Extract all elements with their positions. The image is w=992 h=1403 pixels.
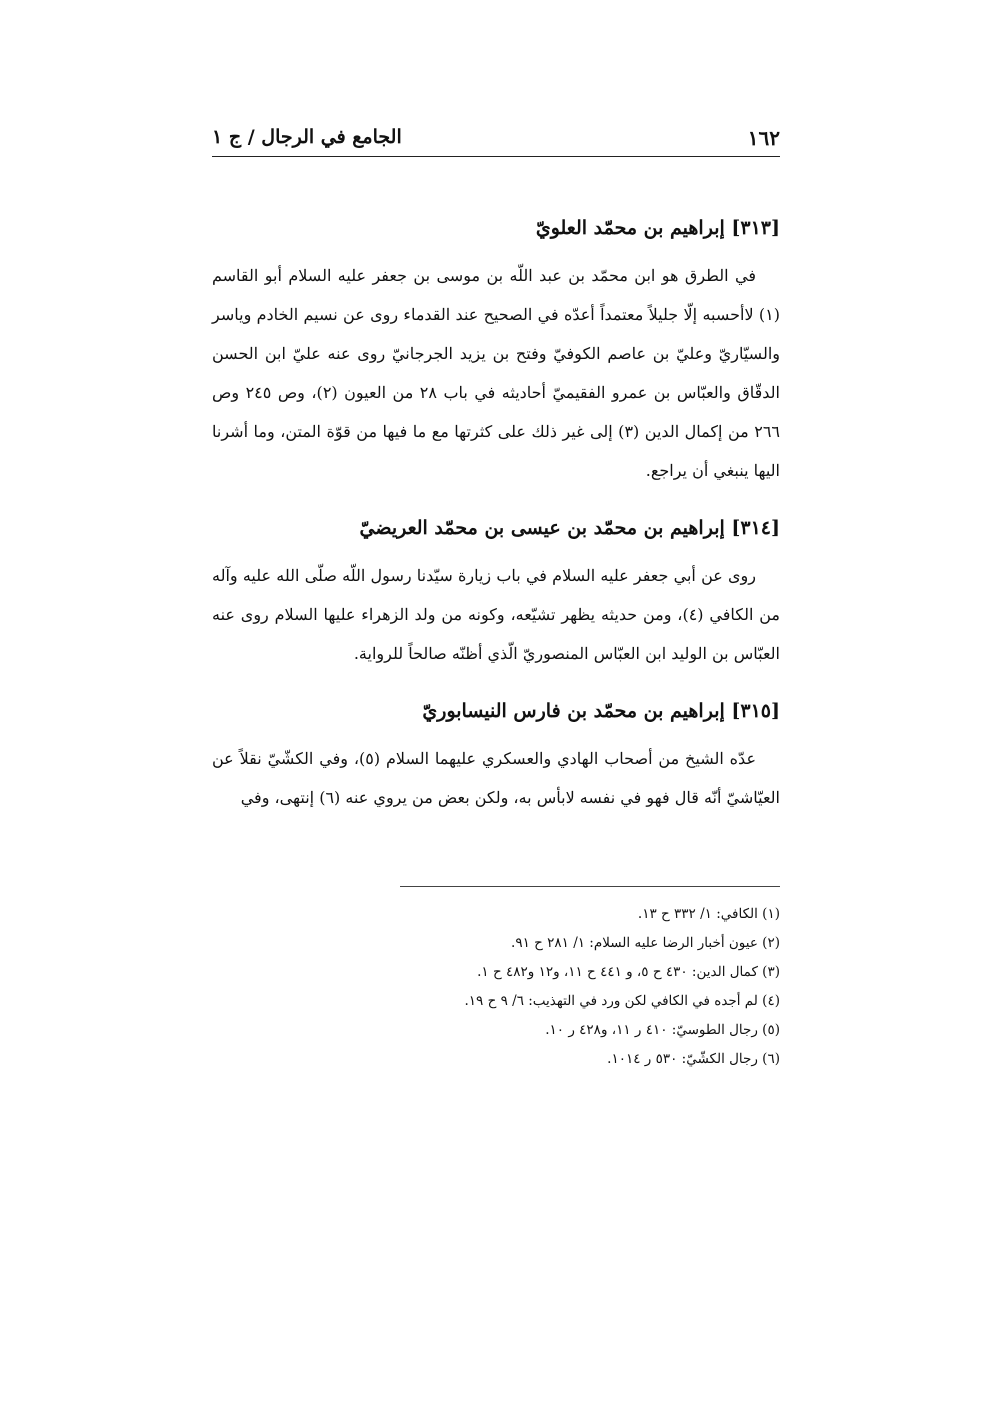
running-title: الجامع في الرجال / ج ١ — [212, 126, 402, 148]
footnote-2: (٢) عيون أخبار الرضا عليه السلام: ١/ ٢٨١ ح ٩١. — [511, 935, 780, 951]
entry-title: [٣١٣] إبراهيم بن محمّد العلويّ — [535, 217, 780, 239]
page-number: ١٦٢ — [747, 126, 780, 150]
entry-paragraph: روى عن أبي جعفر عليه السلام في باب زيارة سيّدنا رسول اللّه صلّى الله عليه وآله من الكافي (٤)، ومن حديثه يظهر تشيّعه، وكونه من ولد الزهراء عليها السلام روى عنه العبّاس بن الوليد ابن العبّاس المنصوريّ الّذي أظنّه صالحاً للرواية. — [212, 566, 781, 663]
main-text — [212, 208, 780, 817]
footnote-divider — [400, 886, 780, 887]
footnote-4: (٤) لم أجده في الكافي لكن ورد في التهذيب: ٦/ ٩ ح ١٩. — [464, 993, 780, 1009]
page-header — [212, 122, 780, 160]
entry-title: [٣١٥] إبراهيم بن محمّد بن فارس النيسابوريّ — [422, 700, 780, 722]
entry-title: [٣١٤] إبراهيم بن محمّد بن عيسى بن محمّد العريضيّ — [359, 517, 780, 539]
footnote-1: (١) الكافي: ١/ ٣٣٢ ح ١٣. — [637, 906, 780, 922]
header-divider — [212, 156, 780, 157]
entry-paragraph: عدّه الشيخ من أصحاب الهادي والعسكري عليهما السلام (٥)، وفي الكشّيّ نقلاً عن العيّاشيّ أنّه قال فهو في نفسه لابأس به، ولكن بعض من يروي عنه (٦) إنتهى، وفي — [212, 749, 780, 807]
footnotes — [212, 900, 780, 1074]
entry-314 — [212, 508, 780, 673]
footnote-5: (٥) رجال الطوسيّ: ٤١٠ ر ١١، و٤٢٨ ر ١٠. — [545, 1022, 780, 1038]
entry-313 — [212, 208, 780, 490]
footnote-6: (٦) رجال الكشّيّ: ٥٣٠ ر ١٠١٤. — [607, 1051, 780, 1067]
entry-315 — [212, 691, 780, 817]
entry-paragraph: في الطرق هو ابن محمّد بن عبد اللّه بن موسى بن جعفر عليه السلام أبو القاسم (١) لاأحسبه إلّا جليلاً معتمداً أعدّه في الصحيح عند القدماء روى عن نسيم الخادم وياسر والسيّاريّ وعليّ بن عاصم الكوفيّ وفتح بن يزيد الجرجانيّ روى عنه عليّ ابن الحسن الدقّاق والعبّاس بن عمرو الفقيميّ أحاديثه في باب ٢٨ من العيون (٢)، وص ٢٤٥ وص ٢٦٦ من إكمال الدين (٣) إلى غير ذلك على كثرتها مع ما فيها من قوّة المتن، وما أشرنا اليها ينبغي أن يراجع. — [212, 266, 781, 480]
footnote-3: (٣) كمال الدين: ٤٣٠ ح ٥، و ٤٤١ ح ١١، و١٢ و٤٨٢ ح ١. — [477, 964, 780, 980]
